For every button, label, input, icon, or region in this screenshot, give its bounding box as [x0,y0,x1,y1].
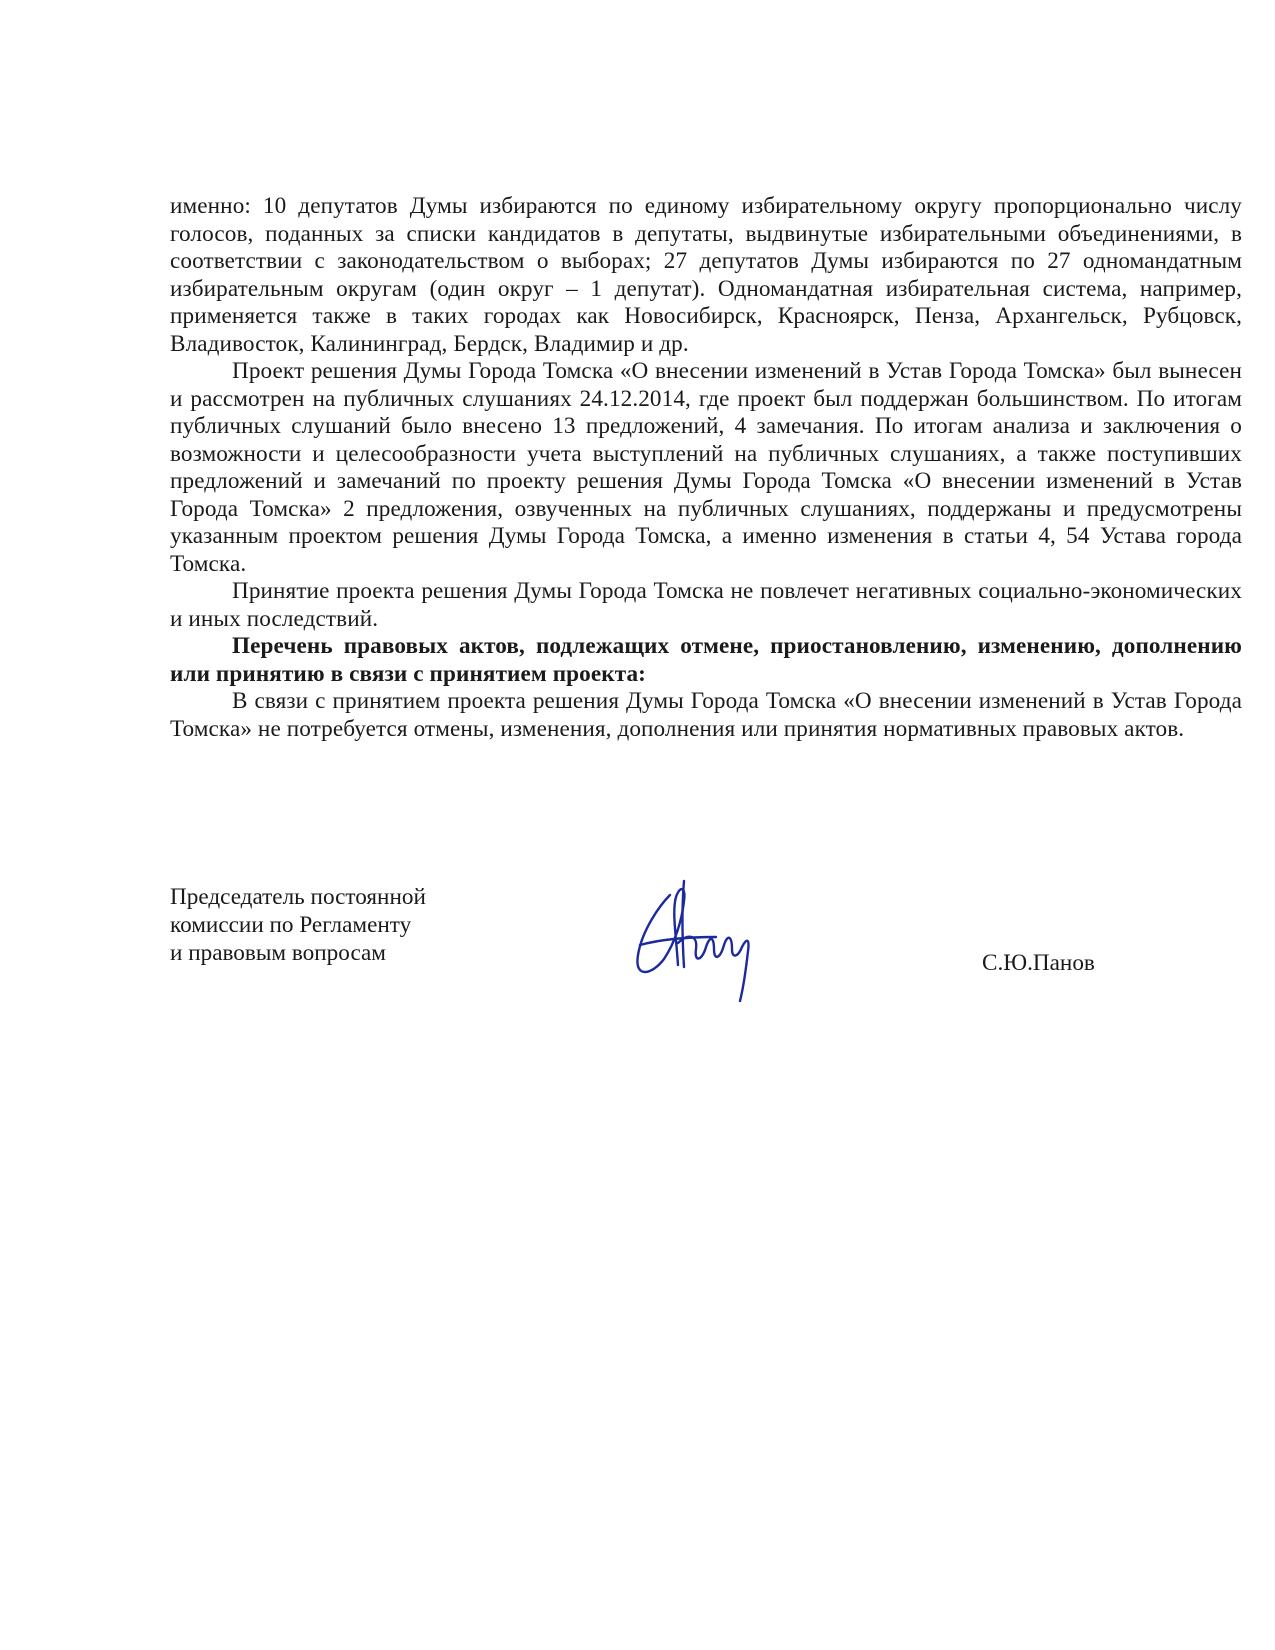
signer-position-line: Председатель постоянной [170,884,426,910]
document-body [170,193,1242,743]
signer-position [170,883,426,967]
handwritten-signature [632,875,772,1005]
paragraph-consequences: Принятие проекта решения Думы Города Томска не повлечет негативных социально-экономических и иных последствий. [170,578,1242,632]
signer-position-line: комиссии по Регламенту [170,912,412,938]
paragraph-electoral-system: именно: 10 депутатов Думы избираются по единому избирательному округу пропорционально числу голосов, поданных за списки кандидатов в депутаты, выдвинутые избирательными объединениями, в соответствии с законодательством о выборах; 27 депутатов Думы избираются по 27 одномандатным избирательным округам (один округ – 1 депутат). Одномандатная избирательная система, например, применяется также в таких городах как Новосибирск, Красноярск, Пенза, Архангельск, Рубцовск, Владивосток, Калининград, Бердск, Владимир и др. [170,193,1242,357]
signer-name: С.Ю.Панов [982,950,1095,976]
paragraph-legal-acts: В связи с принятием проекта решения Думы Города Томска «О внесении изменений в Устав Города Томска» не потребуется отмены, изменения, дополнения или принятия нормативных правовых актов. [170,688,1242,742]
paragraph-public-hearings: Проект решения Думы Города Томска «О внесении изменений в Устав Города Томска» был вынесен и рассмотрен на публичных слушаниях 24.12.2014, где проект был поддержан большинством. По итогам публичных слушаний было внесено 13 предложений, 4 замечания. По итогам анализа и заключения о возможности и целесообразности учета выступлений на публичных слушаниях, а также поступивших предложений и замечаний по проекту решения Думы Города Томска «О внесении изменений в Устав Города Томска» 2 предложения, озвученных на публичных слушаниях, поддержаны и предусмотрены указанным проектом решения Думы Города Томска, а именно изменения в статьи 4, 54 Устава города Томска. [170,358,1242,577]
signer-position-line: и правовым вопросам [170,940,386,966]
paragraph-legal-acts-heading: Перечень правовых актов, подлежащих отмене, приостановлению, изменению, дополнению или принятию в связи с принятием проекта: [170,633,1242,687]
